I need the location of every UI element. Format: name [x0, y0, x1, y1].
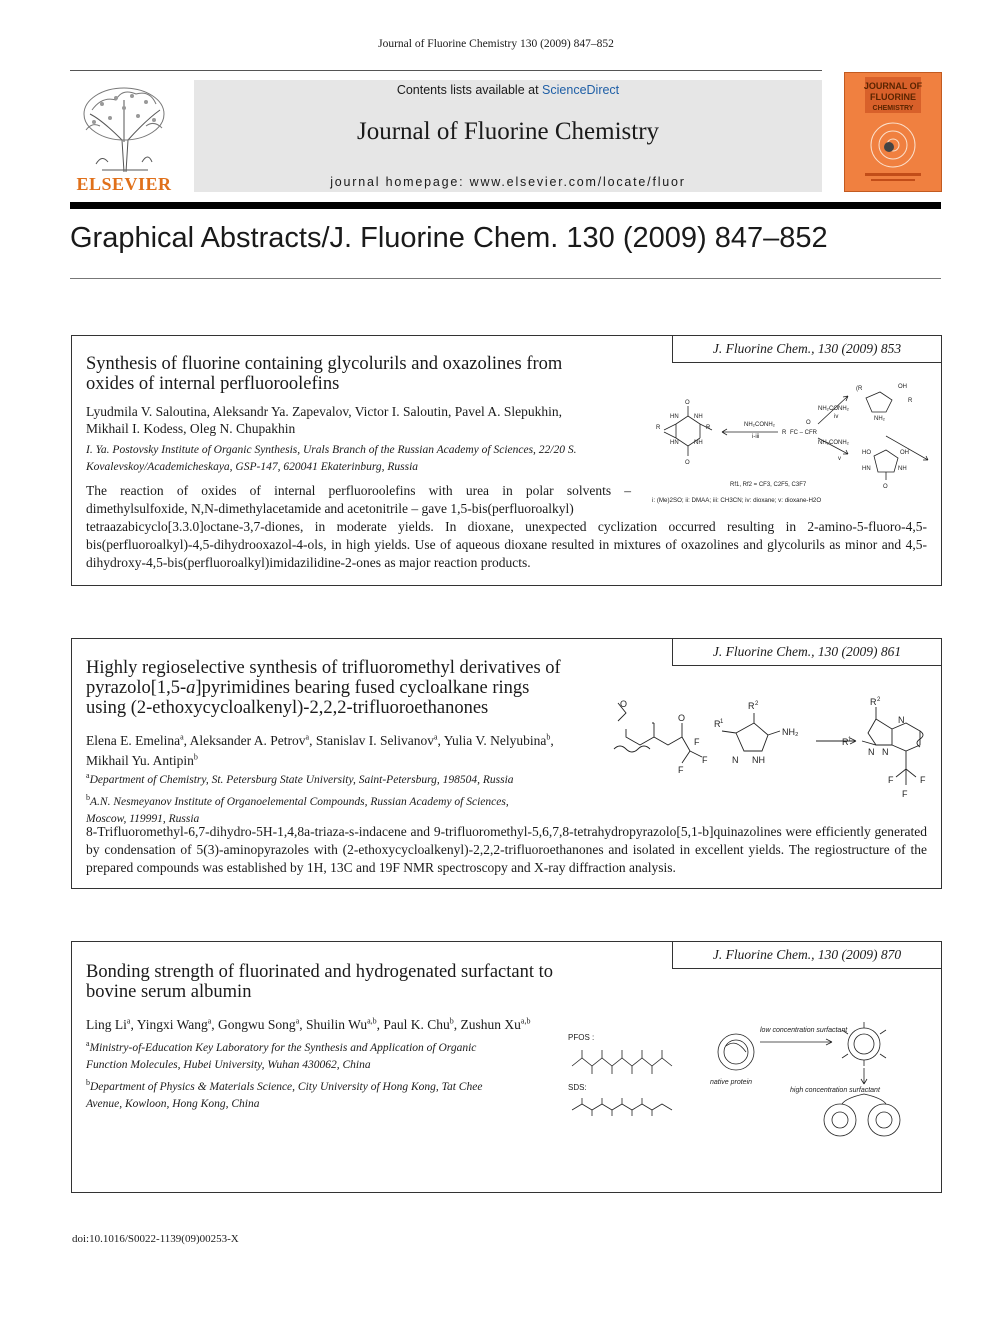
svg-text:O: O	[883, 484, 888, 490]
author: Paul K. Chu$^b$,	[383, 1016, 461, 1032]
elsevier-wordmark: ELSEVIER	[76, 174, 172, 194]
svg-text:NH: NH	[898, 466, 907, 472]
svg-text:CHEMISTRY: CHEMISTRY	[872, 105, 914, 112]
svg-text:O: O	[678, 713, 686, 723]
svg-text:O: O	[685, 400, 690, 406]
contents-prefix: Contents lists available at	[396, 83, 539, 97]
author: Yulia V. Nelyubina$^b$,	[443, 732, 554, 748]
svg-text:HN: HN	[670, 414, 679, 420]
svg-text:2: 2	[877, 697, 881, 703]
surfactant-protein-figure	[564, 1022, 938, 1152]
running-head: Journal of Fluorine Chemistry 130 (2009) 847–852	[378, 38, 614, 50]
svg-text:i-iii: i-iii	[752, 434, 760, 440]
svg-text:R: R	[842, 737, 849, 747]
abstract-text: tetraazabicyclo[3.3.0]octane-3,7-diones, in moderate yields. In dioxane, unexpected cyclization occurred resulting in 2-amino-5-fluoro-4,5-bis(perfluoroalkyl)-4,5-dihydrooxazol-4-ols, in high yields. Use of aqueous dioxane resulted in mixtures of oxazolines and glycolurils as minor and 4,5-dihydroxy-4,5-bis(perfluoroalkyl)imidazilidine-2-ones as major reaction products.	[86, 519, 927, 571]
abstract-line: The reaction of oxides of internal perfluoroolefins with urea in polar solvents –	[86, 483, 631, 498]
svg-text:NH₂CONH₂: NH₂CONH₂	[744, 422, 775, 428]
authors-line: Lyudmila V. Saloutina, Aleksandr Ya. Zapevalov, Victor I. Saloutin, Pavel A. Slepukhin,	[86, 404, 563, 419]
svg-text:(R: (R	[856, 386, 863, 392]
svg-text:F: F	[678, 765, 684, 775]
abstract-text: 8-Trifluoromethyl-6,7-dihydro-5H-1,4,8a-triaza-s-indacene and 9-trifluoromethyl-5,6,7,8-tetrahydropyrazolo[5,1-b]quinazolines were efficiently generated by condensation of 5(3)-aminopyrazoles with (2-ethoxycycloalkenyl)-2,2,2-trifluoroethanones and isolated in excellent yields. The regiostructure of the prepared compounds was established by 1H, 13C and 19F NMR spectroscopy and X-ray diffraction analysis.	[86, 824, 927, 876]
abstract-title[interactable]	[86, 658, 561, 718]
affiliation-line: $^b$Department of Physics & Materials Science, City University of Hong Kong, Tat Chee	[86, 1077, 483, 1093]
citation-link[interactable]: J. Fluorine Chem., 130 (2009) 853	[672, 335, 942, 363]
title-line: pyrazolo[1,5-a]pyrimidines bearing fused cycloalkane rings	[86, 678, 530, 698]
svg-text:R: R	[870, 697, 877, 707]
affiliation-line: $^a$Department of Chemistry, St. Petersburg State University, Saint-Petersburg, 198504, Russia	[86, 771, 514, 786]
title-line: Highly regioselective synthesis of trifluoromethyl derivatives of	[86, 658, 561, 678]
svg-text:N: N	[882, 747, 889, 757]
reaction-scheme-figure	[606, 693, 938, 805]
citation-link[interactable]: J. Fluorine Chem., 130 (2009) 870	[672, 941, 942, 969]
svg-text:F: F	[920, 775, 926, 785]
graphical-abstract-3	[71, 941, 942, 1193]
affiliation-line: $^a$Ministry-of-Education Key Laboratory for the Synthesis and Application of Organic	[86, 1039, 477, 1054]
svg-text:FLUORINE: FLUORINE	[870, 92, 916, 102]
title-line: bovine serum albumin	[86, 982, 252, 1002]
abstract-title[interactable]	[86, 962, 553, 1002]
pfos-label: PFOS :	[568, 1033, 595, 1042]
svg-text:F: F	[902, 789, 908, 799]
masthead-bottom-rule	[70, 202, 941, 209]
journal-homepage[interactable]: journal homepage: www.elsevier.com/locate/fluor	[330, 175, 686, 189]
title-line: oxides of internal perfluoroolefins	[86, 374, 340, 394]
svg-text:O: O	[685, 460, 690, 466]
svg-text:1: 1	[848, 737, 852, 743]
svg-text:HN: HN	[670, 440, 679, 446]
svg-text:N: N	[868, 747, 875, 757]
svg-text:OH: OH	[898, 384, 907, 390]
abstract-line: dimethylsulfoxide, N,N-dimethylacetamide and acetonitrile – gave 1,5-bis(perfluoroalkyl)	[86, 501, 574, 517]
svg-text:F: F	[694, 737, 700, 747]
svg-text:NH₂CONH₂: NH₂CONH₂	[818, 440, 849, 446]
masthead-top-rule	[70, 70, 822, 71]
svg-text:R: R	[748, 701, 755, 711]
title-line: Synthesis of fluorine containing glycolurils and oxazolines from	[86, 354, 563, 374]
heading-rule	[70, 278, 941, 279]
svg-text:NH: NH	[752, 755, 765, 765]
native-protein-label: native protein	[710, 1079, 753, 1086]
citation-link[interactable]: J. Fluorine Chem., 130 (2009) 861	[672, 638, 942, 666]
svg-text:R: R	[782, 430, 787, 436]
journal-title: Journal of Fluorine Chemistry	[356, 118, 660, 145]
affiliation-line: $^b$A.N. Nesmeyanov Institute of Organoelemental Compounds, Russian Academy of Sciences,	[86, 792, 509, 808]
author: Yingxi Wang$^a$,	[136, 1016, 219, 1032]
svg-text:R: R	[908, 398, 913, 404]
svg-text:R: R	[714, 719, 721, 729]
sciencedirect-link[interactable]: ScienceDirect	[542, 83, 620, 97]
affiliation	[86, 767, 514, 828]
svg-text:F: F	[702, 755, 708, 765]
svg-text:OH: OH	[900, 450, 909, 456]
author: Elena E. Emelina$^a$,	[86, 732, 190, 748]
scheme-conditions: i: (Me)2SO; ii: DMAA; iii: CH3CN; iv: dioxane; v: dioxane-H2O	[652, 497, 822, 504]
svg-text:N: N	[898, 715, 905, 725]
svg-text:1: 1	[720, 719, 724, 725]
reaction-scheme-figure	[648, 380, 938, 506]
affiliation-line: Moscow, 119991, Russia	[86, 812, 200, 825]
affiliation-line: Kovalevskoy/Academicheskaya, GSP-147, 620041 Ekaterinburg, Russia	[86, 461, 419, 473]
svg-text:NH₂CONH₂: NH₂CONH₂	[818, 406, 849, 412]
author: Aleksander A. Petrov$^a$,	[189, 732, 316, 748]
page-title: Graphical Abstracts/J. Fluorine Chem. 130 (2009) 847–852	[70, 222, 828, 254]
svg-text:NH₂: NH₂	[874, 416, 885, 422]
svg-text:NH: NH	[694, 440, 703, 446]
sds-label: SDS:	[568, 1083, 587, 1092]
author: Ling Li$^a$,	[86, 1016, 137, 1032]
abstract-text-top	[86, 482, 631, 518]
scheme-substituents: Rf1, Rf2 = CF3, C2F5, C3F7	[730, 482, 807, 488]
affiliation-line: I. Ya. Postovsky Institute of Organic Synthesis, Urals Branch of the Russian Academy of Sciences, 22/20 S.	[86, 444, 577, 456]
author: Mikhail Yu. Antipin$^b$	[86, 752, 198, 768]
svg-text:O: O	[620, 699, 628, 709]
svg-text:R: R	[656, 425, 661, 431]
affiliation	[86, 442, 577, 476]
svg-text:HN: HN	[862, 466, 871, 472]
author-list	[86, 728, 596, 769]
svg-text:NH₂: NH₂	[782, 727, 799, 737]
author-list	[86, 403, 562, 437]
journal-cover-image	[844, 72, 942, 192]
author: Stanislav I. Selivanov$^a$,	[315, 732, 444, 748]
abstract-title[interactable]	[86, 354, 562, 394]
svg-text:v: v	[838, 456, 841, 462]
author: Shuilin Wu$^{a,b}$,	[306, 1016, 384, 1032]
low-concentration-label: low concentration surfactant	[760, 1027, 848, 1034]
svg-text:N: N	[732, 755, 739, 765]
affiliation-line: Function Molecules, Hubei University, Wuhan 430062, China	[86, 1058, 371, 1071]
affiliation	[86, 1035, 482, 1113]
author: Zushun Xu$^{a,b}$	[460, 1016, 531, 1032]
title-line: using (2-ethoxycycloalkenyl)-2,2,2-trifluoroethanones	[86, 698, 489, 718]
svg-text:JOURNAL OF: JOURNAL OF	[863, 81, 923, 91]
svg-text:iv: iv	[834, 414, 839, 420]
svg-text:R: R	[706, 425, 711, 431]
authors-line: Mikhail I. Kodess, Oleg N. Chupakhin	[86, 421, 296, 436]
doi[interactable]: doi:10.1016/S0022-1139(09)00253-X	[72, 1233, 239, 1245]
graphical-abstract-1	[71, 335, 942, 586]
svg-text:2: 2	[755, 701, 759, 707]
contents-line	[194, 83, 822, 97]
author-list	[86, 1012, 530, 1033]
graphical-abstract-2	[71, 638, 942, 889]
svg-text:F: F	[888, 775, 894, 785]
svg-text:HO: HO	[862, 450, 871, 456]
svg-text:FC – CFR: FC – CFR	[790, 430, 817, 436]
author: Gongwu Song$^a$,	[218, 1016, 306, 1032]
high-concentration-label: high concentration surfactant	[790, 1087, 880, 1094]
affiliation-line: Avenue, Kowloon, Hong Kong, China	[86, 1097, 260, 1110]
svg-text:NH: NH	[694, 414, 703, 420]
svg-text:O: O	[806, 420, 811, 426]
title-line: Bonding strength of fluorinated and hydrogenated surfactant to	[86, 962, 553, 982]
